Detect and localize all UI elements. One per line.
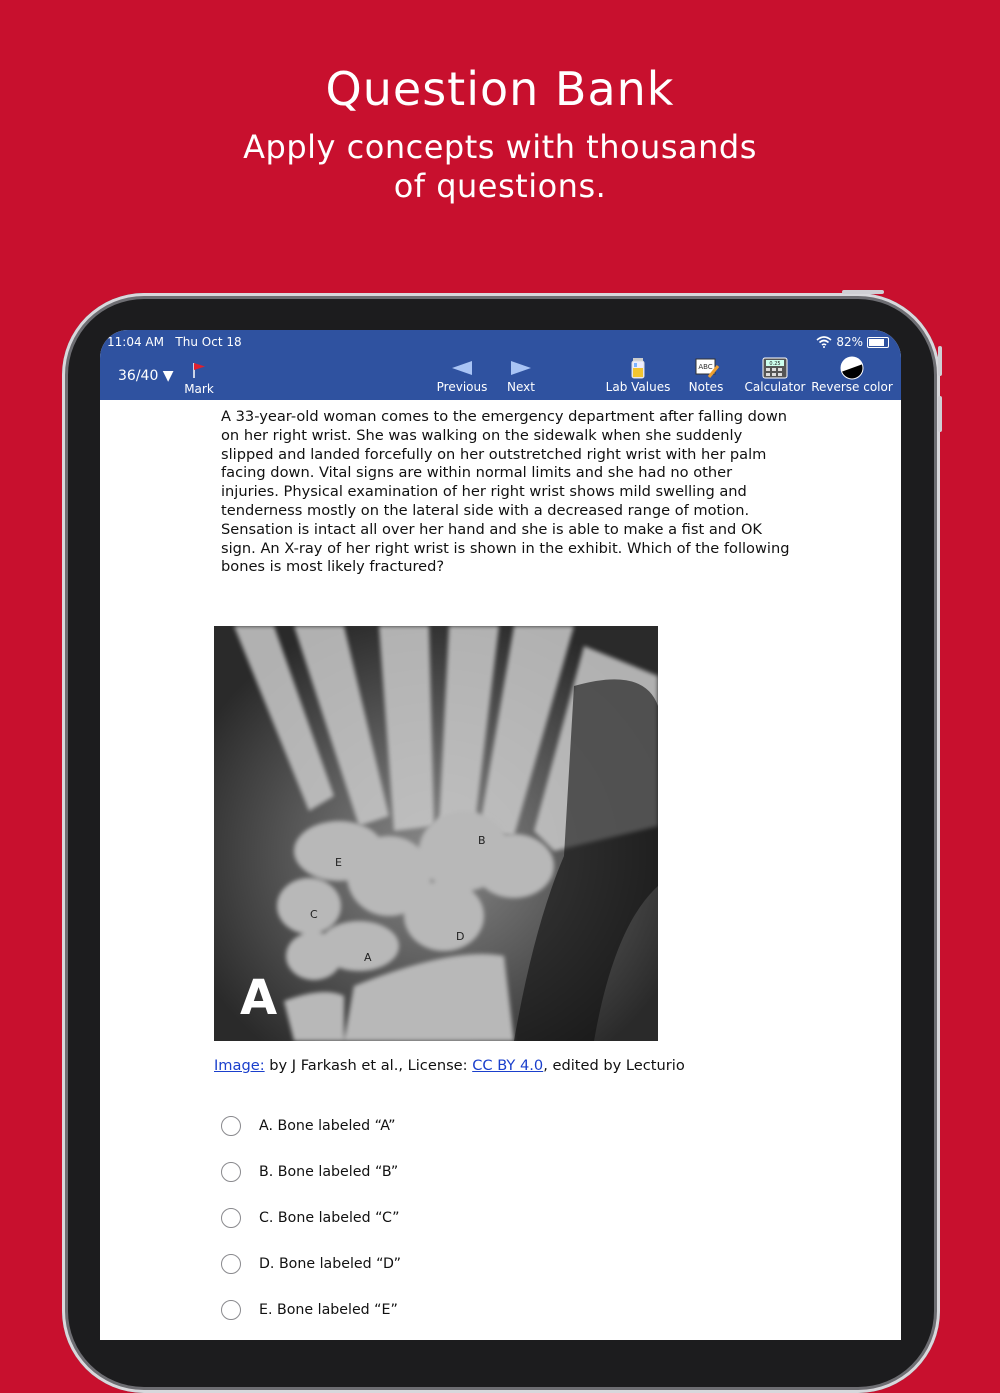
status-date: Thu Oct 18 [175,335,242,349]
battery-fill [869,339,884,346]
calculator-icon-text: 0.25 [769,361,781,367]
notes-button[interactable] [685,356,727,394]
battery-percent: 82% [836,335,863,349]
reverse-color-button[interactable] [810,356,894,394]
calculator-label: Calculator [744,380,806,394]
answer-option-e-label: E. Bone labeled “E” [259,1302,398,1318]
volume-up-button [938,346,942,376]
notes-label: Notes [688,380,724,394]
caption-author: by J Farkash et al., License: [264,1057,473,1074]
radio-button-e[interactable] [221,1300,241,1320]
previous-button[interactable] [434,360,490,394]
lab-values-button[interactable] [603,356,673,394]
answer-option-e[interactable] [221,1298,398,1322]
notes-icon [685,356,727,380]
answer-option-b-label: B. Bone labeled “B” [259,1164,399,1180]
mark-button[interactable] [183,358,215,396]
notes-icon-text: ABC [698,363,713,371]
xray-label-e: E [335,856,342,869]
tablet-screen [100,330,901,1340]
xray-label-c: C [310,908,318,921]
caption-suffix: , edited by Lecturio [543,1057,685,1074]
answer-option-b[interactable] [221,1160,398,1184]
promo-title: Question Bank [325,62,675,116]
calculator-button[interactable] [743,356,807,394]
flag-icon [183,358,215,382]
radio-button-b[interactable] [221,1162,241,1182]
xray-label-b: B [478,834,486,847]
answer-option-a-label: A. Bone labeled “A” [259,1118,396,1134]
xray-exhibit [214,626,658,1041]
arrow-right-icon [501,360,541,376]
next-button[interactable] [501,360,541,394]
arrow-left-icon [434,360,490,376]
xray-label-a: A [364,951,372,964]
status-right [816,335,889,349]
xray-label-d: D [456,930,465,943]
contrast-icon [810,356,894,380]
answer-option-d[interactable] [221,1252,401,1276]
power-button [842,290,884,294]
battery-icon [867,337,889,348]
radio-button-a[interactable] [221,1116,241,1136]
lab-values-label: Lab Values [605,380,671,394]
promo-subtitle-line1: Apply concepts with thousands [243,128,757,166]
answer-option-c[interactable] [221,1206,400,1230]
question-counter-dropdown[interactable]: 36/40 ▼ [118,368,174,384]
previous-label: Previous [436,380,488,394]
radio-button-c[interactable] [221,1208,241,1228]
toolbar [100,354,901,400]
wifi-icon [816,336,832,348]
image-source-link[interactable]: Image: [214,1057,265,1074]
next-label: Next [507,380,535,394]
answer-option-a[interactable] [221,1114,396,1138]
image-caption [214,1057,685,1074]
license-link[interactable]: CC BY 4.0 [472,1057,544,1074]
radio-button-d[interactable] [221,1254,241,1274]
xray-panel-label: A [240,970,278,1026]
status-time [107,335,242,349]
answer-option-d-label: D. Bone labeled “D” [259,1256,401,1272]
volume-down-button [938,396,942,432]
status-bar [100,330,901,354]
reverse-color-label: Reverse color [811,380,893,394]
question-stem: A 33-year-old woman comes to the emergency department after falling down on her right wrist. She was walking on the sidewalk when she suddenly slipped and landed forcefully on her outstretched right wrist with her palm facing down. Vital signs are within normal limits and she had no other injuries. Physical examination of her right wrist shows mild swelling and tenderness mostly on the lateral side with a decreased range of motion. Sensation is intact all over her hand and she is able to make a fist and OK sign. An X-ray of her right wrist is shown in the exhibit. Which of the following bones is most likely fractured? [221,408,790,576]
calculator-icon [743,356,807,380]
mark-label: Mark [184,382,214,396]
answer-option-c-label: C. Bone labeled “C” [259,1210,400,1226]
status-time-value: 11:04 AM [107,335,164,349]
xray-image [214,626,658,1041]
flask-icon [603,356,673,380]
promo-subtitle [200,128,800,206]
promo-subtitle-line2: of questions. [393,167,607,205]
